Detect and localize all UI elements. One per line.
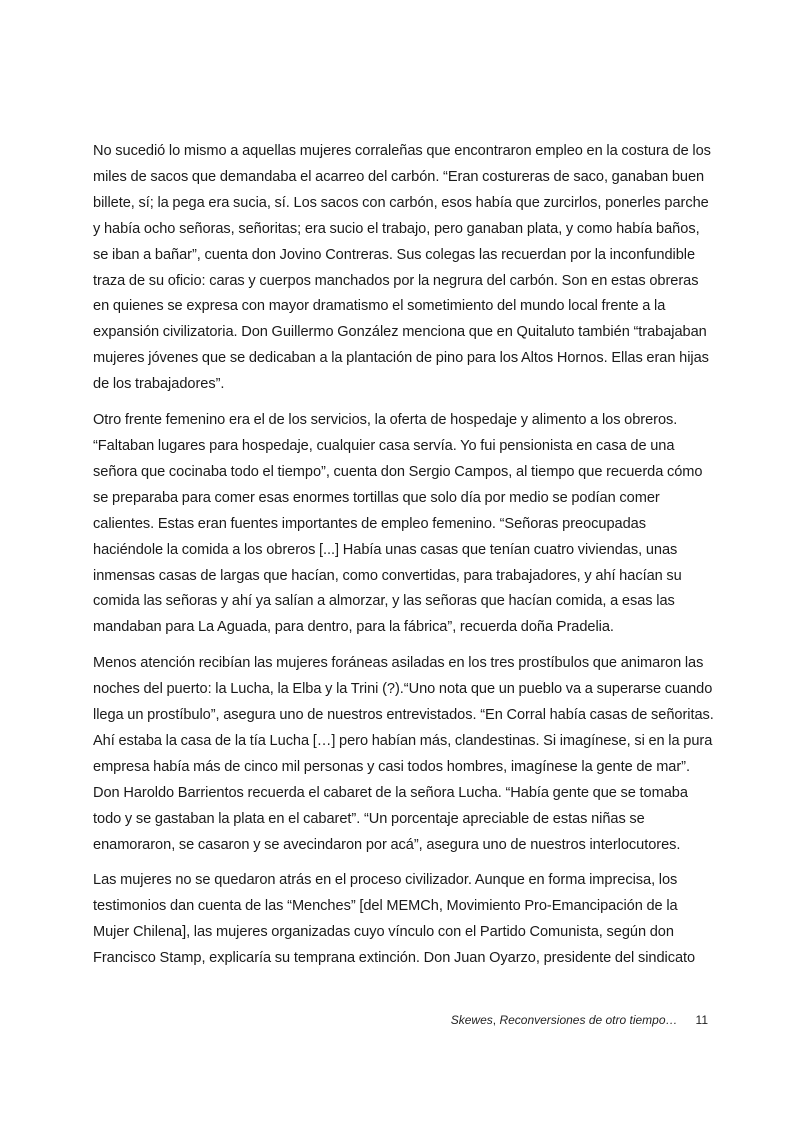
- paragraph-menches: Las mujeres no se quedaron atrás en el proceso civilizador. Aunque en forma imprecisa, los testimonios dan cuenta de las “Menches” [del MEMCh, Movimiento Pro-Emancipación de la Mujer Chilena], las mujeres organizadas cuyo vínculo con el Partido Comunista, según don Francisco Stamp, explicaría su temprana extinción. Don Juan Oyarzo, presidente del sindicato: [93, 872, 696, 967]
- document-body: [93, 139, 715, 982]
- page-footer: [451, 1013, 708, 1027]
- footer-title: Reconversiones de otro tiempo…: [499, 1013, 678, 1027]
- footer-author: Skewes: [450, 1013, 493, 1027]
- footer-separator: ,: [492, 1013, 500, 1027]
- page-number: 11: [695, 1013, 708, 1027]
- paragraph-costureras: No sucedió lo mismo a aquellas mujeres corraleñas que encontraron empleo en la costura de los miles de sacos que demandaba el acarreo del carbón. “Eran costureras de saco, ganaban buen billete, sí; la pega era sucia, sí. Los sacos con carbón, esos había que zurcirlos, ponerles parche y había ocho señoras, señoritas; era sucio el trabajo, pero ganaban plata, y como había baños, se iban a bañar”, cuenta don Jovino Contreras. Sus colegas las recuerdan por la inconfundible traza de su oficio: caras y cuerpos manchados por la negrura del carbón. Son en estas obreras en quienes se expresa con mayor dramatismo el sometimiento del mundo local frente a la expansión civilizatoria. Don Guillermo González menciona que en Quitaluto también “trabajaban mujeres jóvenes que se dedicaban a la plantación de pino para los Altos Hornos. Ellas eran hijas de los trabajadores”.: [93, 143, 711, 393]
- paragraph-prostibulos: Menos atención recibían las mujeres foráneas asiladas en los tres prostíbulos que animaron las noches del puerto: la Lucha, la Elba y la Trini (?).“Uno nota que un pueblo va a superarse cuando llega un prostíbulo”, asegura uno de nuestros entrevistados. “En Corral había casas de señoritas. Ahí estaba la casa de la tía Lucha […] pero habían más, clandestinas. Si imagínese, si en la pura empresa había más de cinco mil personas y casi todos hombres, imagínese la gente de mar”. Don Haroldo Barrientos recuerda el cabaret de la señora Lucha. “Había gente que se tomaba todo y se gastaban la plata en el cabaret”. “Un porcentaje apreciable de estas niñas se enamoraron, se casaron y se avecindaron por acá”, asegura uno de nuestros interlocutores.: [93, 655, 714, 853]
- paragraph-servicios: Otro frente femenino era el de los servicios, la oferta de hospedaje y alimento a los obreros. “Faltaban lugares para hospedaje, cualquier casa servía. Yo fui pensionista en casa de una señora que cocinaba todo el tiempo”, cuenta don Sergio Campos, al tiempo que recuerda cómo se preparaba para comer esas enormes tortillas que solo día por medio se podían comer calientes. Estas eran fuentes importantes de empleo femenino. “Señoras preocupadas haciéndole la comida a los obreros [...] Había unas casas que tenían cuatro viviendas, unas inmensas casas de largas que hacían, como convertidas, para trabajadores, y ahí hacían su comida las señoras y ahí ya salían a almorzar, y las señoras que hacían comida, a esas las mandaban para La Aguada, para dentro, para la fábrica”, recuerda doña Pradelia.: [93, 412, 703, 636]
